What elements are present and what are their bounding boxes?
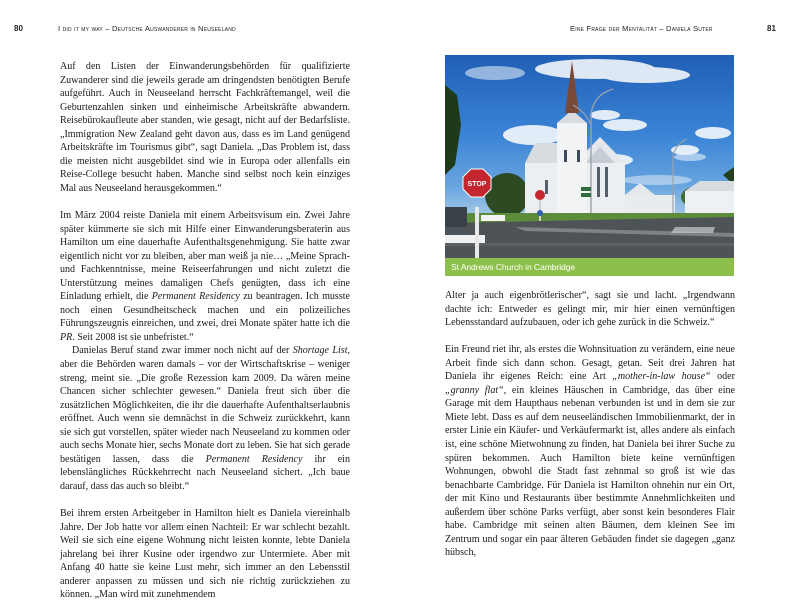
- page-number-left: 80: [14, 24, 23, 33]
- text-run: , ein kleines Häuschen in Cambridge, das über eine Garage mit dem Haupthaus nebenan verbunden ist und in dem sie zur Miete lebt. Dass es auf dem neuseeländischen Immobilienmarkt, der in erster Linie ein Käufer- und Verkäufermarkt ist, alles andere als einfach ist, eine schöne Mietwohnung zu finden, hat Daniela bei ihrer Suche zu spüren bekommen. Auch Hamilton biete keine vernünftigen Wohnungen, obwohl die Stadt fast zehnmal so groß ist wie das benachbarte Cambridge. Für Daniela ist Hamilton ohnehin nur ein Ort, der mit Kino und Restaurants über bestimmte Annehmlichkeiten und außerdem über schöne Parks verfügt, aber sonst kein besonderes Flair habe. Cambridge mit seinen alten Bäumen, dem kleinen See im Zentrum und sogar ein paar älteren Gebäuden findet sie dagegen „ganz hübsch,: [445, 384, 735, 559]
- paragraph: [60, 344, 350, 493]
- paragraph: [60, 209, 350, 344]
- italic-term: PR: [60, 331, 73, 343]
- text-run: oder: [710, 371, 735, 383]
- text-run: ihr ein lebenslängliches Rückkehrrecht nach Neuseeland sichert. „Ich baue darauf, dass das auch so bleibt.“: [60, 453, 350, 492]
- text-run: Bei ihrem ersten Arbeitgeber in Hamilton hielt es Daniela viereinhalb Jahre. Der Job hatte vor allem einen Nachteil: Er war schlecht bezahlt. Weil sie sich eine eigene Wohnung nicht leisten konnte, lebte Daniela jahrelang bei ihrer Kusine oder irgendwo zur Untermiete. Aber mit Anfang 40 hatte sie keine Lust mehr, sich immer an den Lebensstil anderer anpassen zu müssen und sich nie richtig zurückziehen zu können. „Man wird mit zunehmendem: [60, 507, 350, 601]
- figure-church: [445, 55, 734, 276]
- running-head-left: I did it my way – Deutsche Auswanderer in Neuseeland: [58, 24, 236, 33]
- body-text-right: [445, 289, 735, 560]
- text-run: zu beantragen. Ich musste noch einen Gesundheitscheck machen und ein polizeiliches Führungszeugnis einreichen, und zwei, drei Monate später hatte ich die: [60, 291, 350, 330]
- text-run: . Seit 2008 ist sie unbefristet.“: [72, 331, 194, 343]
- church-illustration: [445, 55, 734, 258]
- italic-term: Permanent Residency: [151, 291, 240, 303]
- running-head-right: Eine Frage der Mentalität – Daniela Suter: [570, 24, 713, 33]
- right-page: [397, 0, 794, 567]
- figure-caption: St Andrews Church in Cambridge: [445, 258, 734, 276]
- text-run: Danielas Beruf stand zwar immer noch nicht auf der: [72, 345, 293, 357]
- text-run: Alter ja auch eigenbrötlerischer“, sagt sie und lacht. „Irgendwann dachte ich: Entweder es gelingt mir, mir hier einen vernünftigen Lebensstandard aufzubauen, oder ich gehe zurück in die Schweiz.“: [445, 290, 735, 329]
- left-page: [0, 0, 397, 601]
- page-number-right: 81: [767, 24, 776, 33]
- paragraph: [60, 60, 350, 195]
- italic-term: Permanent Residency: [205, 453, 303, 465]
- paragraph: [445, 289, 735, 330]
- stop-sign-text: STOP: [467, 181, 487, 188]
- paragraph: [445, 343, 735, 560]
- italic-term: Shortage List: [292, 345, 348, 357]
- paragraph: [60, 507, 350, 602]
- italic-term: „mother-in-law house“: [612, 371, 711, 383]
- church-photo: [445, 55, 734, 258]
- text-run: Im März 2004 reiste Daniela mit einem Arbeitsvisum ein. Zwei Jahre später kümmerte sie sich mit Hilfe einer Einwanderungsberaterin aus Hamilton um eine dauerhafte Aufenthaltsgenehmigung. Sie hatte zwar eigentlich nicht vor zu bleiben, aber man weiß ja nie… „Meine Sprach- und Fachkenntnisse, meine Reiseerfahrungen und nicht zuletzt die Unterstützung meines damaligen Chefs genügten, dass ich eine Einladung erhielt, die: [60, 209, 350, 303]
- text-run: Auf den Listen der Einwanderungsbehörden für qualifizierte Zuwanderer sind die jeweils gerade am dringendsten benötigten Berufe aufgeführt. Auch in Neuseeland herrscht Fachkräftemangel, weil die Geburtenzahlen sinken und einheimische Arbeitskräfte abwandern. Reisebürokaufleute aber standen, wie gesagt, nicht auf der Bedarfsliste. „Immigration New Zealand geht davon aus, dass es im Land genügend Arbeitskräfte im Tourismus gibt“, sagt Daniela. „Das Problem ist, dass die meisten nicht ausgebildet sind wie in Europa oder allenfalls ein Reise-College besucht haben. Manche sind selbst noch kein einziges Mal aus Neuseeland herausgekommen.“: [60, 61, 350, 194]
- text-run: Ein Freund riet ihr, als erstes die Wohnsituation zu verändern, eine neue Arbeit finde sich dann schon. Gesagt, getan. Seit drei Jahren hat Daniela ihr eigenes Reich: eine Art: [445, 344, 735, 383]
- italic-term: „granny flat“: [445, 384, 504, 396]
- body-text-left: [60, 60, 350, 602]
- text-run: , aber die Behörden waren damals – vor der Wirtschaftskrise – weniger streng, meint sie. „Die große Rezession kam 2009. Da wären meine Chancen sicher schlechter gewesen.“ Daniela freut sich über die zusätzlichen Möglichkeiten, die ihr die dauerhafte Aufenthaltserlaubnis eröffnet. Auch wenn sie demnächst in die Schweiz zurückkehrt, kann sie sich gut vorstellen, später wieder nach Neuseeland zu kommen oder auch sechs Monate hier, sechs Monate dort zu leben. Sie hat sich gerade bestätigen lassen, dass die: [60, 345, 350, 465]
